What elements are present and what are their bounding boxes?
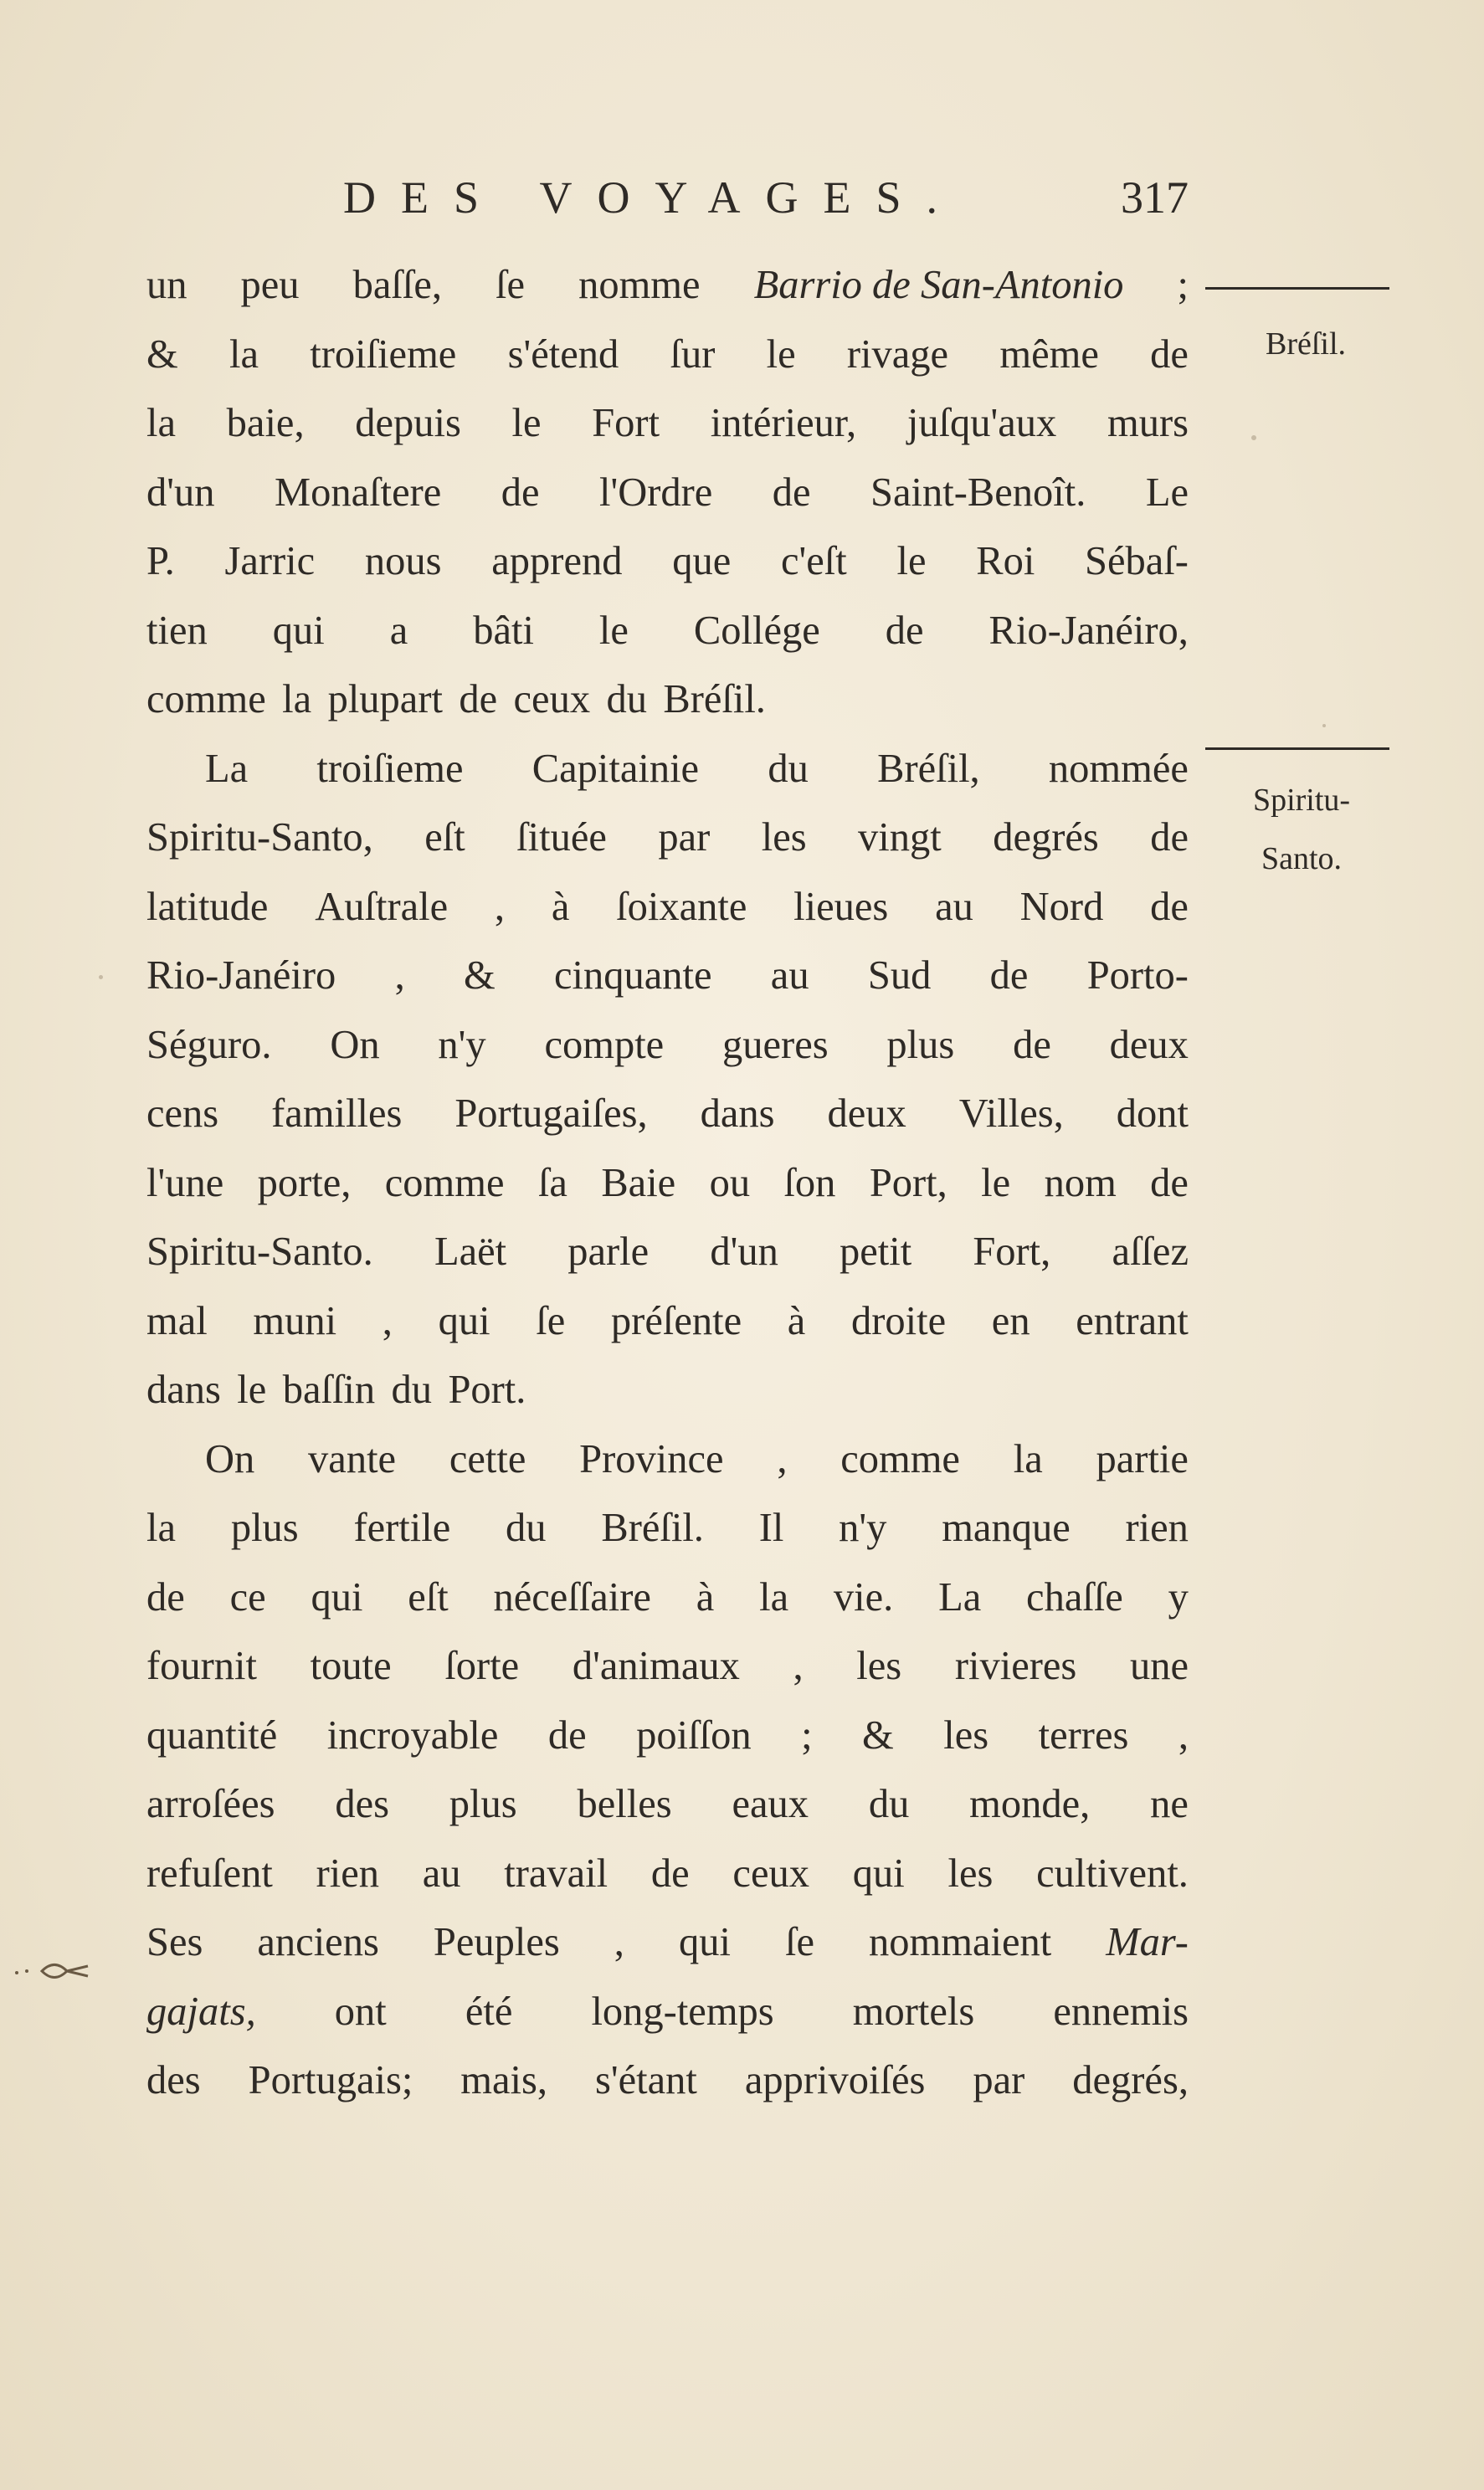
word: vante bbox=[308, 1436, 397, 1481]
word: le bbox=[981, 1160, 1011, 1205]
word: les bbox=[947, 1851, 994, 1896]
word: & bbox=[146, 331, 178, 377]
word: cultivent. bbox=[1036, 1851, 1189, 1896]
word: bâti bbox=[473, 608, 534, 653]
word: manque bbox=[942, 1506, 1071, 1550]
word: de bbox=[1150, 1160, 1189, 1205]
word: du bbox=[768, 746, 809, 791]
word: d'un bbox=[146, 470, 215, 515]
word: plupart bbox=[327, 677, 443, 721]
word: eſt bbox=[424, 815, 465, 860]
word: Portugaiſes, bbox=[454, 1091, 648, 1136]
word: ceux bbox=[732, 1851, 809, 1896]
word: l'une bbox=[146, 1160, 224, 1205]
word: Séguro. bbox=[146, 1022, 272, 1067]
word: refuſent bbox=[146, 1851, 273, 1896]
word: Roi bbox=[976, 539, 1035, 583]
word: deux bbox=[827, 1091, 906, 1136]
word: troiſieme bbox=[316, 746, 464, 791]
word: Ses bbox=[146, 1920, 203, 1964]
word: Fort, bbox=[973, 1230, 1051, 1274]
word: nomme bbox=[578, 263, 701, 307]
word: ſon bbox=[783, 1160, 836, 1205]
word: degrés bbox=[993, 815, 1099, 860]
word: ſe bbox=[784, 1920, 814, 1964]
word: le bbox=[766, 331, 796, 377]
word: eaux bbox=[732, 1782, 809, 1826]
word: long-temps bbox=[591, 1989, 774, 2034]
word: nous bbox=[364, 539, 442, 583]
word: Port, bbox=[869, 1160, 947, 1205]
text-line bbox=[146, 1563, 1189, 1633]
running-head bbox=[142, 172, 1189, 230]
word: ont bbox=[334, 1989, 387, 2034]
word: mortels bbox=[852, 1989, 975, 2034]
word: de bbox=[1150, 884, 1189, 929]
margin-rule-2 bbox=[1205, 747, 1389, 750]
word: chaſſe bbox=[1026, 1574, 1123, 1620]
word: en bbox=[991, 1298, 1030, 1343]
word: Auſtrale bbox=[315, 884, 449, 929]
word: Bréſil. bbox=[601, 1506, 704, 1550]
word: gueres bbox=[722, 1022, 829, 1067]
text-line bbox=[146, 1356, 1189, 1425]
word: belles bbox=[577, 1782, 672, 1826]
word: Spiritu-Santo. bbox=[146, 1230, 373, 1274]
word: muni bbox=[253, 1298, 337, 1343]
word: plus bbox=[886, 1022, 955, 1067]
text-line bbox=[146, 527, 1189, 597]
word: Collége bbox=[693, 608, 820, 653]
word: qui bbox=[311, 1574, 363, 1620]
word: qui bbox=[272, 608, 325, 653]
word: rien bbox=[316, 1851, 379, 1896]
word: dans bbox=[700, 1091, 775, 1136]
word: ; bbox=[1177, 263, 1189, 307]
word: Mar- bbox=[1106, 1920, 1189, 1964]
word: nom bbox=[1044, 1160, 1117, 1205]
text-line bbox=[146, 459, 1189, 528]
word: les bbox=[943, 1712, 989, 1758]
word: une bbox=[1129, 1644, 1189, 1688]
word: de bbox=[146, 1574, 185, 1620]
word: porte, bbox=[257, 1160, 352, 1205]
word: monde, bbox=[969, 1782, 1091, 1826]
word: le bbox=[896, 539, 927, 583]
word: vingt bbox=[858, 815, 942, 860]
word: ce bbox=[229, 1574, 266, 1620]
word: baſſin bbox=[282, 1368, 376, 1412]
word: s'étend bbox=[507, 331, 619, 377]
word: de bbox=[650, 1851, 690, 1896]
word: ; bbox=[801, 1712, 813, 1758]
word: cette bbox=[449, 1436, 526, 1481]
text-line bbox=[146, 1632, 1189, 1702]
word: n'y bbox=[438, 1022, 486, 1067]
word: du bbox=[868, 1782, 910, 1826]
word: la bbox=[282, 677, 312, 721]
word: la bbox=[229, 331, 259, 377]
word: rivieres bbox=[954, 1644, 1077, 1688]
word: néceſſaire bbox=[493, 1574, 651, 1620]
word: intérieur, bbox=[710, 401, 857, 445]
word: Sud bbox=[867, 953, 932, 998]
text-line bbox=[146, 1218, 1189, 1287]
word: , bbox=[1178, 1712, 1189, 1758]
word: du bbox=[506, 1506, 547, 1550]
word: nommée bbox=[1048, 746, 1189, 791]
word: la bbox=[1013, 1436, 1043, 1481]
word: , bbox=[382, 1298, 393, 1343]
word: & bbox=[463, 953, 496, 998]
margin-note-santo: Santo. bbox=[1261, 841, 1343, 876]
word: , bbox=[793, 1644, 804, 1688]
word: , bbox=[614, 1920, 624, 1964]
word: la bbox=[146, 1506, 177, 1550]
text-line bbox=[146, 1908, 1189, 1978]
word: rien bbox=[1125, 1506, 1189, 1550]
word: de bbox=[885, 608, 924, 653]
word: le bbox=[237, 1368, 267, 1412]
margin-rule-1 bbox=[1205, 287, 1389, 290]
word: été bbox=[465, 1989, 513, 2034]
word: au bbox=[422, 1851, 461, 1896]
text-line bbox=[146, 321, 1189, 390]
word: familles bbox=[271, 1091, 403, 1136]
text-line bbox=[146, 1011, 1189, 1081]
word: Le bbox=[1145, 470, 1189, 515]
word: eſt bbox=[408, 1574, 449, 1620]
word: que bbox=[672, 539, 732, 583]
text-line bbox=[146, 1080, 1189, 1149]
text-line bbox=[146, 873, 1189, 942]
word: apprend bbox=[491, 539, 623, 583]
word: travail bbox=[504, 1851, 608, 1896]
word: fournit bbox=[146, 1644, 258, 1688]
word: de bbox=[1013, 1022, 1051, 1067]
word: Baie bbox=[601, 1160, 676, 1205]
word: Porto- bbox=[1086, 953, 1189, 998]
text-line bbox=[146, 2046, 1189, 2116]
word: comme bbox=[384, 1160, 505, 1205]
word: y bbox=[1168, 1574, 1189, 1620]
word: ceux bbox=[513, 677, 591, 721]
word: toute bbox=[310, 1644, 392, 1688]
word: les bbox=[761, 815, 807, 860]
word: au bbox=[770, 953, 809, 998]
text-line bbox=[146, 803, 1189, 873]
word: à bbox=[787, 1298, 806, 1343]
text-line bbox=[146, 251, 1189, 321]
paper-speck bbox=[1322, 724, 1326, 727]
word: Capitainie bbox=[531, 746, 700, 791]
word: au bbox=[935, 884, 973, 929]
word: fertile bbox=[353, 1506, 451, 1550]
word: d'animaux bbox=[572, 1644, 740, 1688]
word: qui bbox=[438, 1298, 490, 1343]
word: ſur bbox=[670, 331, 716, 377]
word: juſqu'aux bbox=[906, 401, 1057, 445]
word: Port. bbox=[448, 1368, 526, 1412]
margin-note-bresil: Bréſil. bbox=[1265, 326, 1347, 362]
word: plus bbox=[449, 1782, 517, 1826]
word: Sébaſ- bbox=[1085, 539, 1189, 583]
word: mais, bbox=[460, 2058, 548, 2102]
word: ſorte bbox=[444, 1644, 520, 1688]
word: les bbox=[856, 1644, 902, 1688]
word: à bbox=[551, 884, 570, 929]
paper-speck bbox=[99, 975, 103, 979]
word: , bbox=[394, 953, 405, 998]
word: latitude bbox=[146, 884, 269, 929]
word: ſa bbox=[537, 1160, 567, 1205]
word: vie. bbox=[833, 1574, 894, 1620]
word: ne bbox=[1150, 1782, 1189, 1826]
word: ſituée bbox=[516, 815, 607, 860]
word: préſente bbox=[610, 1298, 742, 1343]
word: On bbox=[205, 1436, 255, 1481]
word: Portugais; bbox=[248, 2058, 413, 2102]
word: peu bbox=[240, 263, 300, 307]
word: Peuples bbox=[433, 1920, 560, 1964]
word: comme bbox=[146, 677, 266, 721]
text-line bbox=[146, 1770, 1189, 1840]
text-line bbox=[146, 597, 1189, 666]
word: depuis bbox=[355, 401, 461, 445]
word: de bbox=[1150, 331, 1189, 377]
word: Monaſtere bbox=[274, 470, 442, 515]
word: deux bbox=[1109, 1022, 1189, 1067]
word: Saint-Benoît. bbox=[870, 470, 1086, 515]
word: apprivoiſés bbox=[744, 2058, 926, 2102]
text-line bbox=[146, 1425, 1189, 1495]
word: ſe bbox=[536, 1298, 566, 1343]
word: Province bbox=[579, 1436, 724, 1481]
word: Rio-Janéiro, bbox=[988, 608, 1189, 653]
word: Fort bbox=[592, 401, 660, 445]
word: par bbox=[973, 2058, 1025, 2102]
word: Jarric bbox=[224, 539, 316, 583]
word: a bbox=[389, 608, 408, 653]
word: On bbox=[330, 1022, 380, 1067]
word: des bbox=[335, 1782, 389, 1826]
word: compte bbox=[544, 1022, 665, 1067]
word: Il bbox=[758, 1506, 784, 1550]
word: ſoixante bbox=[616, 884, 747, 929]
word: Barrio de San-Antonio bbox=[753, 263, 1124, 307]
text-line bbox=[146, 1978, 1189, 2047]
word: P. bbox=[146, 539, 175, 583]
word: mal bbox=[146, 1298, 208, 1343]
word: ennemis bbox=[1053, 1989, 1189, 2034]
word: parle bbox=[567, 1230, 650, 1274]
word: incroyable bbox=[326, 1712, 499, 1758]
word: tien bbox=[146, 608, 208, 653]
text-line bbox=[146, 665, 1189, 735]
word: nommaient bbox=[869, 1920, 1052, 1964]
word: quantité bbox=[146, 1712, 278, 1758]
text-line bbox=[146, 1287, 1189, 1357]
word: lieues bbox=[793, 884, 889, 929]
word: droite bbox=[850, 1298, 947, 1343]
text-line bbox=[146, 1149, 1189, 1219]
word: & bbox=[862, 1712, 894, 1758]
word: c'eſt bbox=[781, 539, 847, 583]
word: Villes, bbox=[958, 1091, 1064, 1136]
word: des bbox=[146, 2058, 201, 2102]
word: Laët bbox=[434, 1230, 507, 1274]
word: de bbox=[1150, 815, 1189, 860]
word: plus bbox=[230, 1506, 299, 1550]
body-text bbox=[146, 251, 1189, 2116]
word: terres bbox=[1038, 1712, 1129, 1758]
word: Bréſil. bbox=[663, 677, 766, 721]
word: dans bbox=[146, 1368, 221, 1412]
word: dont bbox=[1116, 1091, 1189, 1136]
word: n'y bbox=[839, 1506, 887, 1550]
word: de bbox=[547, 1712, 587, 1758]
text-line bbox=[146, 942, 1189, 1011]
text-line bbox=[146, 389, 1189, 459]
paper-speck bbox=[1251, 435, 1256, 440]
word: arroſées bbox=[146, 1782, 275, 1826]
word: qui bbox=[852, 1851, 905, 1896]
running-title: DES VOYAGES. bbox=[343, 172, 963, 223]
printer-ornament-icon bbox=[8, 1954, 96, 1988]
word: de bbox=[772, 470, 811, 515]
word: ou bbox=[709, 1160, 751, 1205]
word: ſe bbox=[496, 263, 526, 307]
word: de bbox=[501, 470, 540, 515]
word: de bbox=[989, 953, 1029, 998]
word: de bbox=[459, 677, 498, 721]
word: le bbox=[598, 608, 629, 653]
word: Bréſil, bbox=[877, 746, 980, 791]
text-line bbox=[146, 1702, 1189, 1771]
text-line bbox=[146, 1840, 1189, 1909]
word: s'étant bbox=[595, 2058, 697, 2102]
text-line bbox=[146, 1494, 1189, 1563]
word: anciens bbox=[257, 1920, 379, 1964]
word: degrés, bbox=[1072, 2058, 1189, 2102]
word: troiſieme bbox=[310, 331, 457, 377]
word: partie bbox=[1096, 1436, 1189, 1481]
word: l'Ordre bbox=[599, 470, 713, 515]
word: , bbox=[494, 884, 506, 929]
word: la bbox=[146, 401, 177, 445]
word: La bbox=[938, 1574, 982, 1620]
text-line bbox=[146, 735, 1189, 804]
margin-note-spiritu: Spiritu- bbox=[1252, 783, 1351, 818]
word: qui bbox=[678, 1920, 731, 1964]
word: petit bbox=[839, 1230, 912, 1274]
word: murs bbox=[1107, 401, 1189, 445]
word: du bbox=[391, 1368, 433, 1412]
word: Nord bbox=[1019, 884, 1104, 929]
word: du bbox=[606, 677, 647, 721]
word: Rio-Janéiro bbox=[146, 953, 336, 998]
word: même bbox=[999, 331, 1099, 377]
word: par bbox=[658, 815, 711, 860]
word: La bbox=[205, 746, 249, 791]
word: baie, bbox=[226, 401, 305, 445]
word: rivage bbox=[846, 331, 949, 377]
word: poiſſon bbox=[636, 1712, 752, 1758]
word: un bbox=[146, 263, 187, 307]
word: Spiritu-Santo, bbox=[146, 815, 373, 860]
word: aſſez bbox=[1112, 1230, 1189, 1274]
word: la bbox=[759, 1574, 789, 1620]
word: gajats, bbox=[146, 1989, 256, 2034]
word: cens bbox=[146, 1091, 219, 1136]
word: d'un bbox=[710, 1230, 778, 1274]
word: entrant bbox=[1076, 1298, 1189, 1343]
word: à bbox=[696, 1574, 715, 1620]
word: baſſe, bbox=[352, 263, 442, 307]
word: comme bbox=[840, 1436, 960, 1481]
page-number: 317 bbox=[1121, 172, 1189, 223]
word: cinquante bbox=[553, 953, 712, 998]
word: le bbox=[511, 401, 542, 445]
word: , bbox=[777, 1436, 788, 1481]
